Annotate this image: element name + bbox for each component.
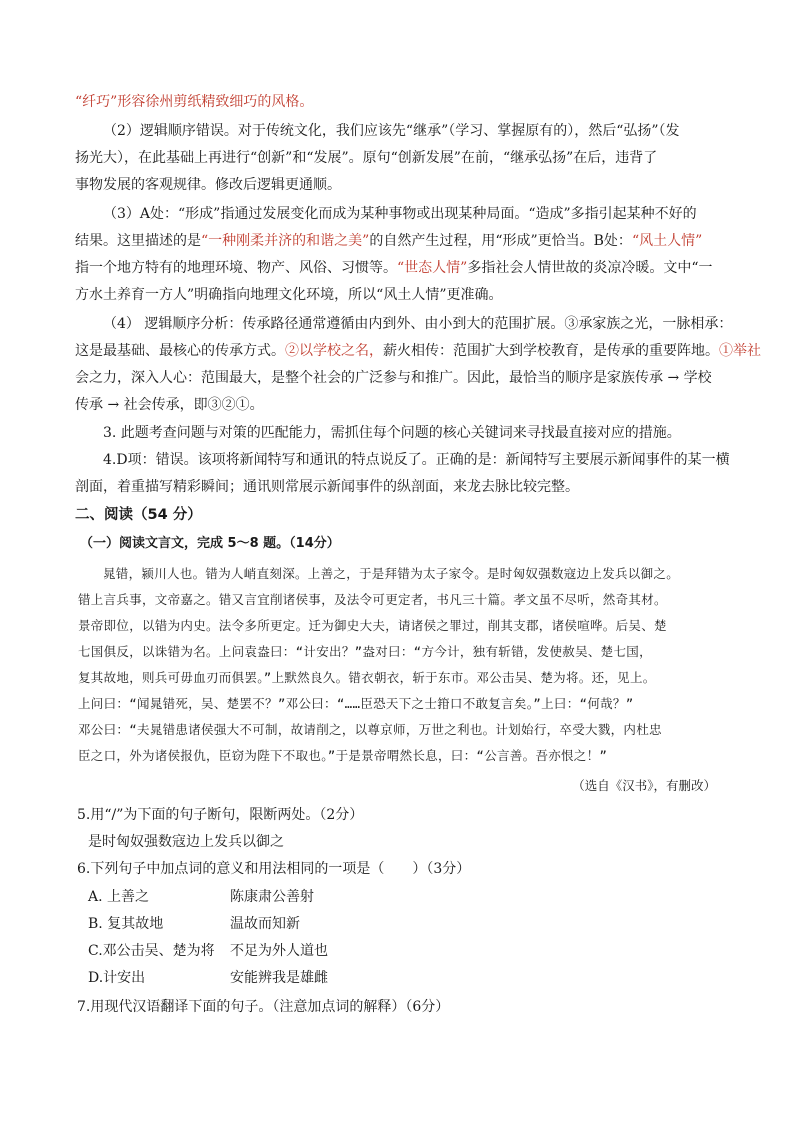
answer-line	[75, 231, 735, 251]
classical-text-line: 邓公曰：“夫晁错患诸侯强大不可制，故请削之，以尊京师，万世之利也。计划始行，卒受大戮，内杜忠	[78, 722, 662, 737]
classical-text-line: 七国俱反，以诛错为名。上问袁盎曰：“计安出？”盎对曰：“方今计，独有斩错，发使赦吴、楚七国，	[78, 644, 652, 659]
classical-text-line: 景帝即位，以错为内史。法令多所更定。迁为御史大夫，请诸侯之罪过，削其支郡，诸侯喧哗。后吴、楚	[78, 618, 667, 633]
option-right: 陈康肃公善射	[230, 889, 314, 905]
source-citation: （选自《汉书》，有删改）	[572, 778, 716, 793]
highlight-text: “一种刚柔并济的和谐之美”	[201, 233, 370, 249]
option-left: D.计安出	[88, 970, 146, 986]
option-right: 温故而知新	[230, 916, 300, 932]
answer-line: 4.D项：错误。该项将新闻特写和通讯的特点说反了。正确的是：新闻特写主要展示新闻事件的某一横	[103, 452, 730, 468]
option-right: 不足为外人道也	[230, 943, 328, 959]
classical-text-line: 晁错，颍川人也。错为人峭直刻深。上善之，于是拜错为太子家令。是时匈奴强数寇边上发兵以御之。	[103, 566, 680, 581]
answer-line	[75, 341, 761, 361]
answer-line	[75, 258, 735, 278]
answer-line: “纤巧”形容徐州剪纸精致细巧的风格。	[75, 94, 314, 110]
option-left: B. 复其故地	[88, 916, 164, 932]
answer-line: 传承 → 社会传承，即③②①。	[75, 397, 264, 413]
answer-line: （3）A处：“形成”指通过发展变化而成为某种事物或出现某种局面。“造成”多指引起某种不好的	[103, 206, 697, 222]
answer-line: （2）逻辑顺序错误。对于传统文化，我们应该先“继承”（学习、掌握原有的），然后“弘扬”（发	[103, 123, 680, 139]
answer-line: 3. 此题考查问题与对策的匹配能力，需抓住每个问题的核心关键词来寻找最直接对应的措施。	[103, 425, 681, 441]
question-7: 7.用现代汉语翻译下面的句子。（注意加点词的解释）（6分）	[77, 999, 450, 1015]
highlight-text: ②以学校之名，	[285, 343, 383, 359]
classical-text-line: 复其故地，则兵可毋血刃而俱罢。”上默然良久。错衣朝衣，斩于东市。邓公击吴、楚为将。还，见上。	[78, 670, 656, 685]
highlight-text: “风土人情”	[631, 233, 703, 249]
highlight-text: “世态人情”	[397, 260, 468, 276]
answer-line: 会之力，深入人心：范围最大，是整个社会的广泛参与和推广。因此，最恰当的顺序是家族传承 → 学校	[75, 370, 712, 386]
answer-line: 剖面，着重描写精彩瞬间；通讯则常展示新闻事件的纵剖面，来龙去脉比较完整。	[75, 479, 579, 495]
classical-text-line: 错上言兵事，文帝嘉之。错又言宜削诸侯事，及法令可更定者，书凡三十篇。孝文虽不尽听，然奇其材。	[78, 592, 667, 607]
option-left: A. 上善之	[88, 889, 150, 905]
answer-text: 多指社会人情世故的炎凉冷暖。文中“一	[467, 260, 713, 276]
answer-text: 指一个地方特有的地理环境、物产、风俗、习惯等。	[75, 260, 397, 276]
answer-line: （4） 逻辑顺序分析：传承路径通常遵循由内到外、由小到大的范围扩展。③承家族之光，一脉相承：	[103, 316, 733, 332]
answer-line: 方水土养育一方人”明确指向地理文化环境，所以“风土人情”更准确。	[75, 287, 503, 303]
answer-text: 结果。这里描述的是	[75, 233, 201, 249]
question-6: 6.下列句子中加点词的意义和用法相同的一项是（ ）（3分）	[77, 861, 471, 877]
section-subtitle: （一）阅读文言文，完成 5～8 题。（14分）	[80, 536, 340, 551]
question-5: 5.用“/”为下面的句子断句，限断两处。（2分）	[77, 807, 364, 823]
answer-text: 的自然产生过程，用“形成”更恰当。B处：	[369, 233, 632, 249]
classical-text-line: 上问曰：“闻晁错死，吴、楚罢不？”邓公曰：“……臣恐天下之士箝口不敢复言矣。”上曰：“何哉？”	[78, 696, 634, 711]
question-5-sentence: 是时匈奴强数寇边上发兵以御之	[88, 834, 284, 850]
option-left: C.邓公击吴、楚为将	[88, 943, 215, 959]
answer-line: 扬光大），在此基础上再进行“创新”和“发展”。原句“创新发展”在前，“继承弘扬”在后，违背了	[75, 150, 658, 166]
answer-text: 薪火相传：范围扩大到学校教育，是传承的重要阵地。	[383, 343, 719, 359]
answer-text: 这是最基础、最核心的传承方式。	[75, 343, 285, 359]
section-title: 二、阅读（54 分）	[75, 507, 202, 523]
classical-text-line: 臣之口，外为诸侯报仇，臣窃为陛下不取也。”于是景帝喟然长息，曰：“公言善。吾亦恨之！”	[78, 748, 608, 763]
highlight-text: ①举社	[719, 343, 761, 359]
answer-line: 事物发展的客观规律。修改后逻辑更通顺。	[75, 177, 341, 193]
option-right: 安能辨我是雄雌	[230, 970, 328, 986]
